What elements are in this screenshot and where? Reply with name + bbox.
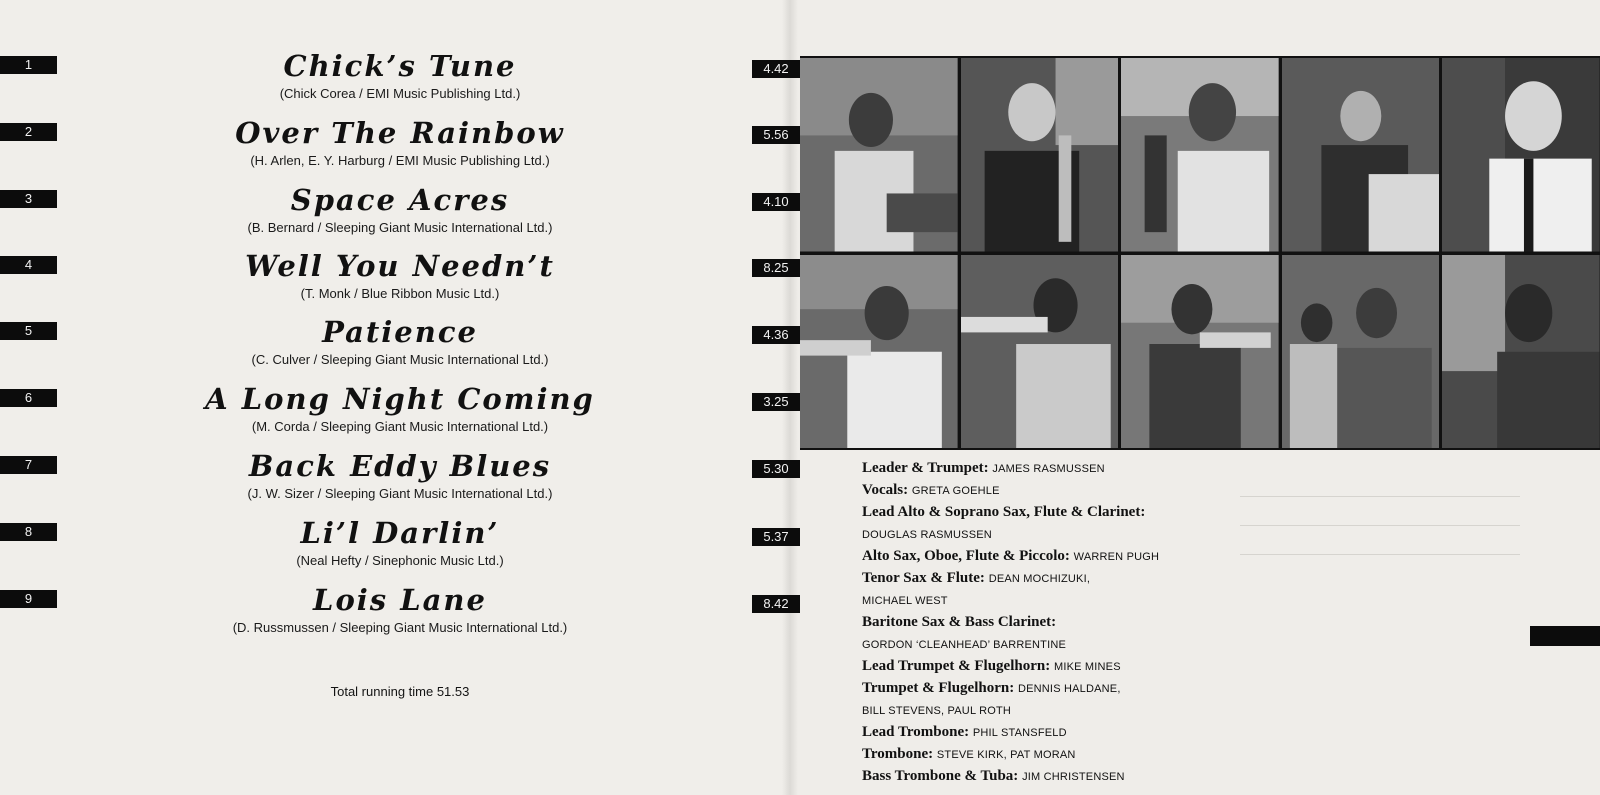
- personnel-names: DOUGLAS RASMUSSEN: [862, 529, 992, 541]
- track-duration: 5.37: [752, 528, 800, 546]
- total-running-time: Total running time 51.53: [330, 684, 470, 699]
- personnel-line: [862, 656, 1382, 678]
- track-credit: (H. Arlen, E. Y. Harburg / EMI Music Publishing Ltd.): [250, 153, 550, 168]
- track-credit: (T. Monk / Blue Ribbon Music Ltd.): [300, 286, 500, 301]
- older-musician-photo: [1442, 58, 1600, 252]
- track-number: 7: [0, 456, 57, 474]
- personnel-names: BILL STEVENS, PAUL ROTH: [862, 705, 1012, 717]
- personnel-role: Trumpet & Flugelhorn:: [862, 680, 1015, 696]
- personnel-role: Leader & Trumpet:: [862, 460, 989, 476]
- track-duration: 8.42: [752, 595, 800, 613]
- personnel-line: [862, 612, 1382, 634]
- track-number: 8: [0, 523, 57, 541]
- personnel-role: Lead Trumpet & Flugelhorn:: [862, 658, 1051, 674]
- trumpeter-sweater-photo: [1121, 255, 1279, 449]
- track-item: [100, 316, 700, 368]
- track-duration: 5.30: [752, 460, 800, 478]
- personnel-line: [862, 524, 1382, 546]
- track-item: [100, 50, 700, 102]
- track-duration: 5.56: [752, 126, 800, 144]
- track-number: 1: [0, 56, 57, 74]
- personnel-line: [862, 766, 1382, 788]
- track-duration: 4.42: [752, 60, 800, 78]
- track-title: A Long Night Coming: [205, 382, 595, 416]
- track-credit: (J. W. Sizer / Sleeping Giant Music International Ltd.): [247, 486, 553, 501]
- personnel-role: Bass Trombone & Tuba:: [862, 768, 1019, 784]
- track-number: 3: [0, 190, 57, 208]
- trumpeter-photo: [800, 255, 958, 449]
- track-item: [100, 450, 700, 502]
- track-duration: 4.10: [752, 193, 800, 211]
- track-number: 6: [0, 389, 57, 407]
- track-credit: (C. Culver / Sleeping Giant Music International Ltd.): [251, 352, 549, 367]
- personnel-names: PHIL STANSFELD: [972, 727, 1067, 739]
- personnel-role: Vocals:: [862, 482, 909, 498]
- personnel-line: [862, 700, 1382, 722]
- track-duration: 4.36: [752, 326, 800, 344]
- track-title: Chick’s Tune: [283, 49, 517, 83]
- personnel-line: [862, 480, 1382, 502]
- personnel-names: GRETA GOEHLE: [911, 485, 1000, 497]
- track-item: [100, 250, 700, 302]
- personnel-names: STEVE KIRK, PAT MORAN: [936, 749, 1076, 761]
- personnel-names: DENNIS HALDANE,: [1017, 683, 1121, 695]
- personnel-role: Alto Sax, Oboe, Flute & Piccolo:: [862, 548, 1070, 564]
- track-title: Well You Needn’t: [245, 249, 555, 283]
- track-number: 5: [0, 322, 57, 340]
- track-title: Patience: [322, 315, 478, 349]
- band-photo-grid: [800, 56, 1600, 450]
- personnel-role: Baritone Sax & Bass Clarinet:: [862, 614, 1057, 630]
- personnel-line: [862, 458, 1382, 480]
- track-item: [100, 117, 700, 169]
- personnel-names: GORDON ‘CLEANHEAD’ BARRENTINE: [862, 639, 1067, 651]
- track-credit: (Chick Corea / EMI Music Publishing Ltd.): [279, 86, 521, 101]
- personnel-role: Lead Alto & Soprano Sax, Flute & Clarinet:: [862, 504, 1146, 520]
- track-title: Back Eddy Blues: [248, 449, 552, 483]
- conductor-photo: [1442, 255, 1600, 449]
- horn-section-photo: [1282, 58, 1440, 252]
- track-item: [100, 584, 700, 636]
- track-item: [100, 517, 700, 569]
- personnel-line: [862, 546, 1382, 568]
- track-credit: (D. Russmussen / Sleeping Giant Music International Ltd.): [232, 620, 568, 635]
- personnel-names: MIKE MINES: [1053, 661, 1121, 673]
- track-number: 2: [0, 123, 57, 141]
- personnel-role: Lead Trombone:: [862, 724, 970, 740]
- saxophonist-photo: [961, 58, 1119, 252]
- personnel-names: JIM CHRISTENSEN: [1022, 771, 1125, 783]
- personnel-line: [862, 634, 1382, 656]
- personnel-line: [862, 568, 1382, 590]
- headphones-saxophonist-photo: [1121, 58, 1279, 252]
- track-credit: (B. Bernard / Sleeping Giant Music International Ltd.): [247, 220, 553, 235]
- track-title: Li’l Darlin’: [300, 516, 500, 550]
- track-duration: 3.25: [752, 393, 800, 411]
- track-title: Lois Lane: [313, 583, 487, 617]
- personnel-list: [862, 458, 1382, 788]
- personnel-line: [862, 678, 1382, 700]
- trumpet-duo-photo: [1282, 255, 1440, 449]
- track-duration: 8.25: [752, 259, 800, 277]
- personnel-line: [862, 744, 1382, 766]
- track-number: 4: [0, 256, 57, 274]
- personnel-line: [862, 590, 1382, 612]
- personnel-line: [862, 502, 1382, 524]
- track-item: [100, 383, 700, 435]
- personnel-role: Trombone:: [862, 746, 934, 762]
- track-number: 9: [0, 590, 57, 608]
- edge-marker: [1530, 626, 1600, 646]
- personnel-names: WARREN PUGH: [1073, 551, 1160, 563]
- track-title: Over The Rainbow: [235, 116, 565, 150]
- bearded-trumpeter-photo: [961, 255, 1119, 449]
- track-title: Space Acres: [290, 183, 510, 217]
- track-credit: (M. Corda / Sleeping Giant Music International Ltd.): [251, 419, 549, 434]
- personnel-names: MICHAEL WEST: [862, 595, 948, 607]
- track-credit: (Neal Hefty / Sinephonic Music Ltd.): [296, 553, 504, 568]
- personnel-role: Tenor Sax & Flute:: [862, 570, 985, 586]
- personnel-line: [862, 722, 1382, 744]
- musician-photo: [800, 58, 958, 252]
- personnel-names: DEAN MOCHIZUKI,: [988, 573, 1091, 585]
- track-item: [100, 184, 700, 236]
- personnel-names: JAMES RASMUSSEN: [992, 463, 1105, 475]
